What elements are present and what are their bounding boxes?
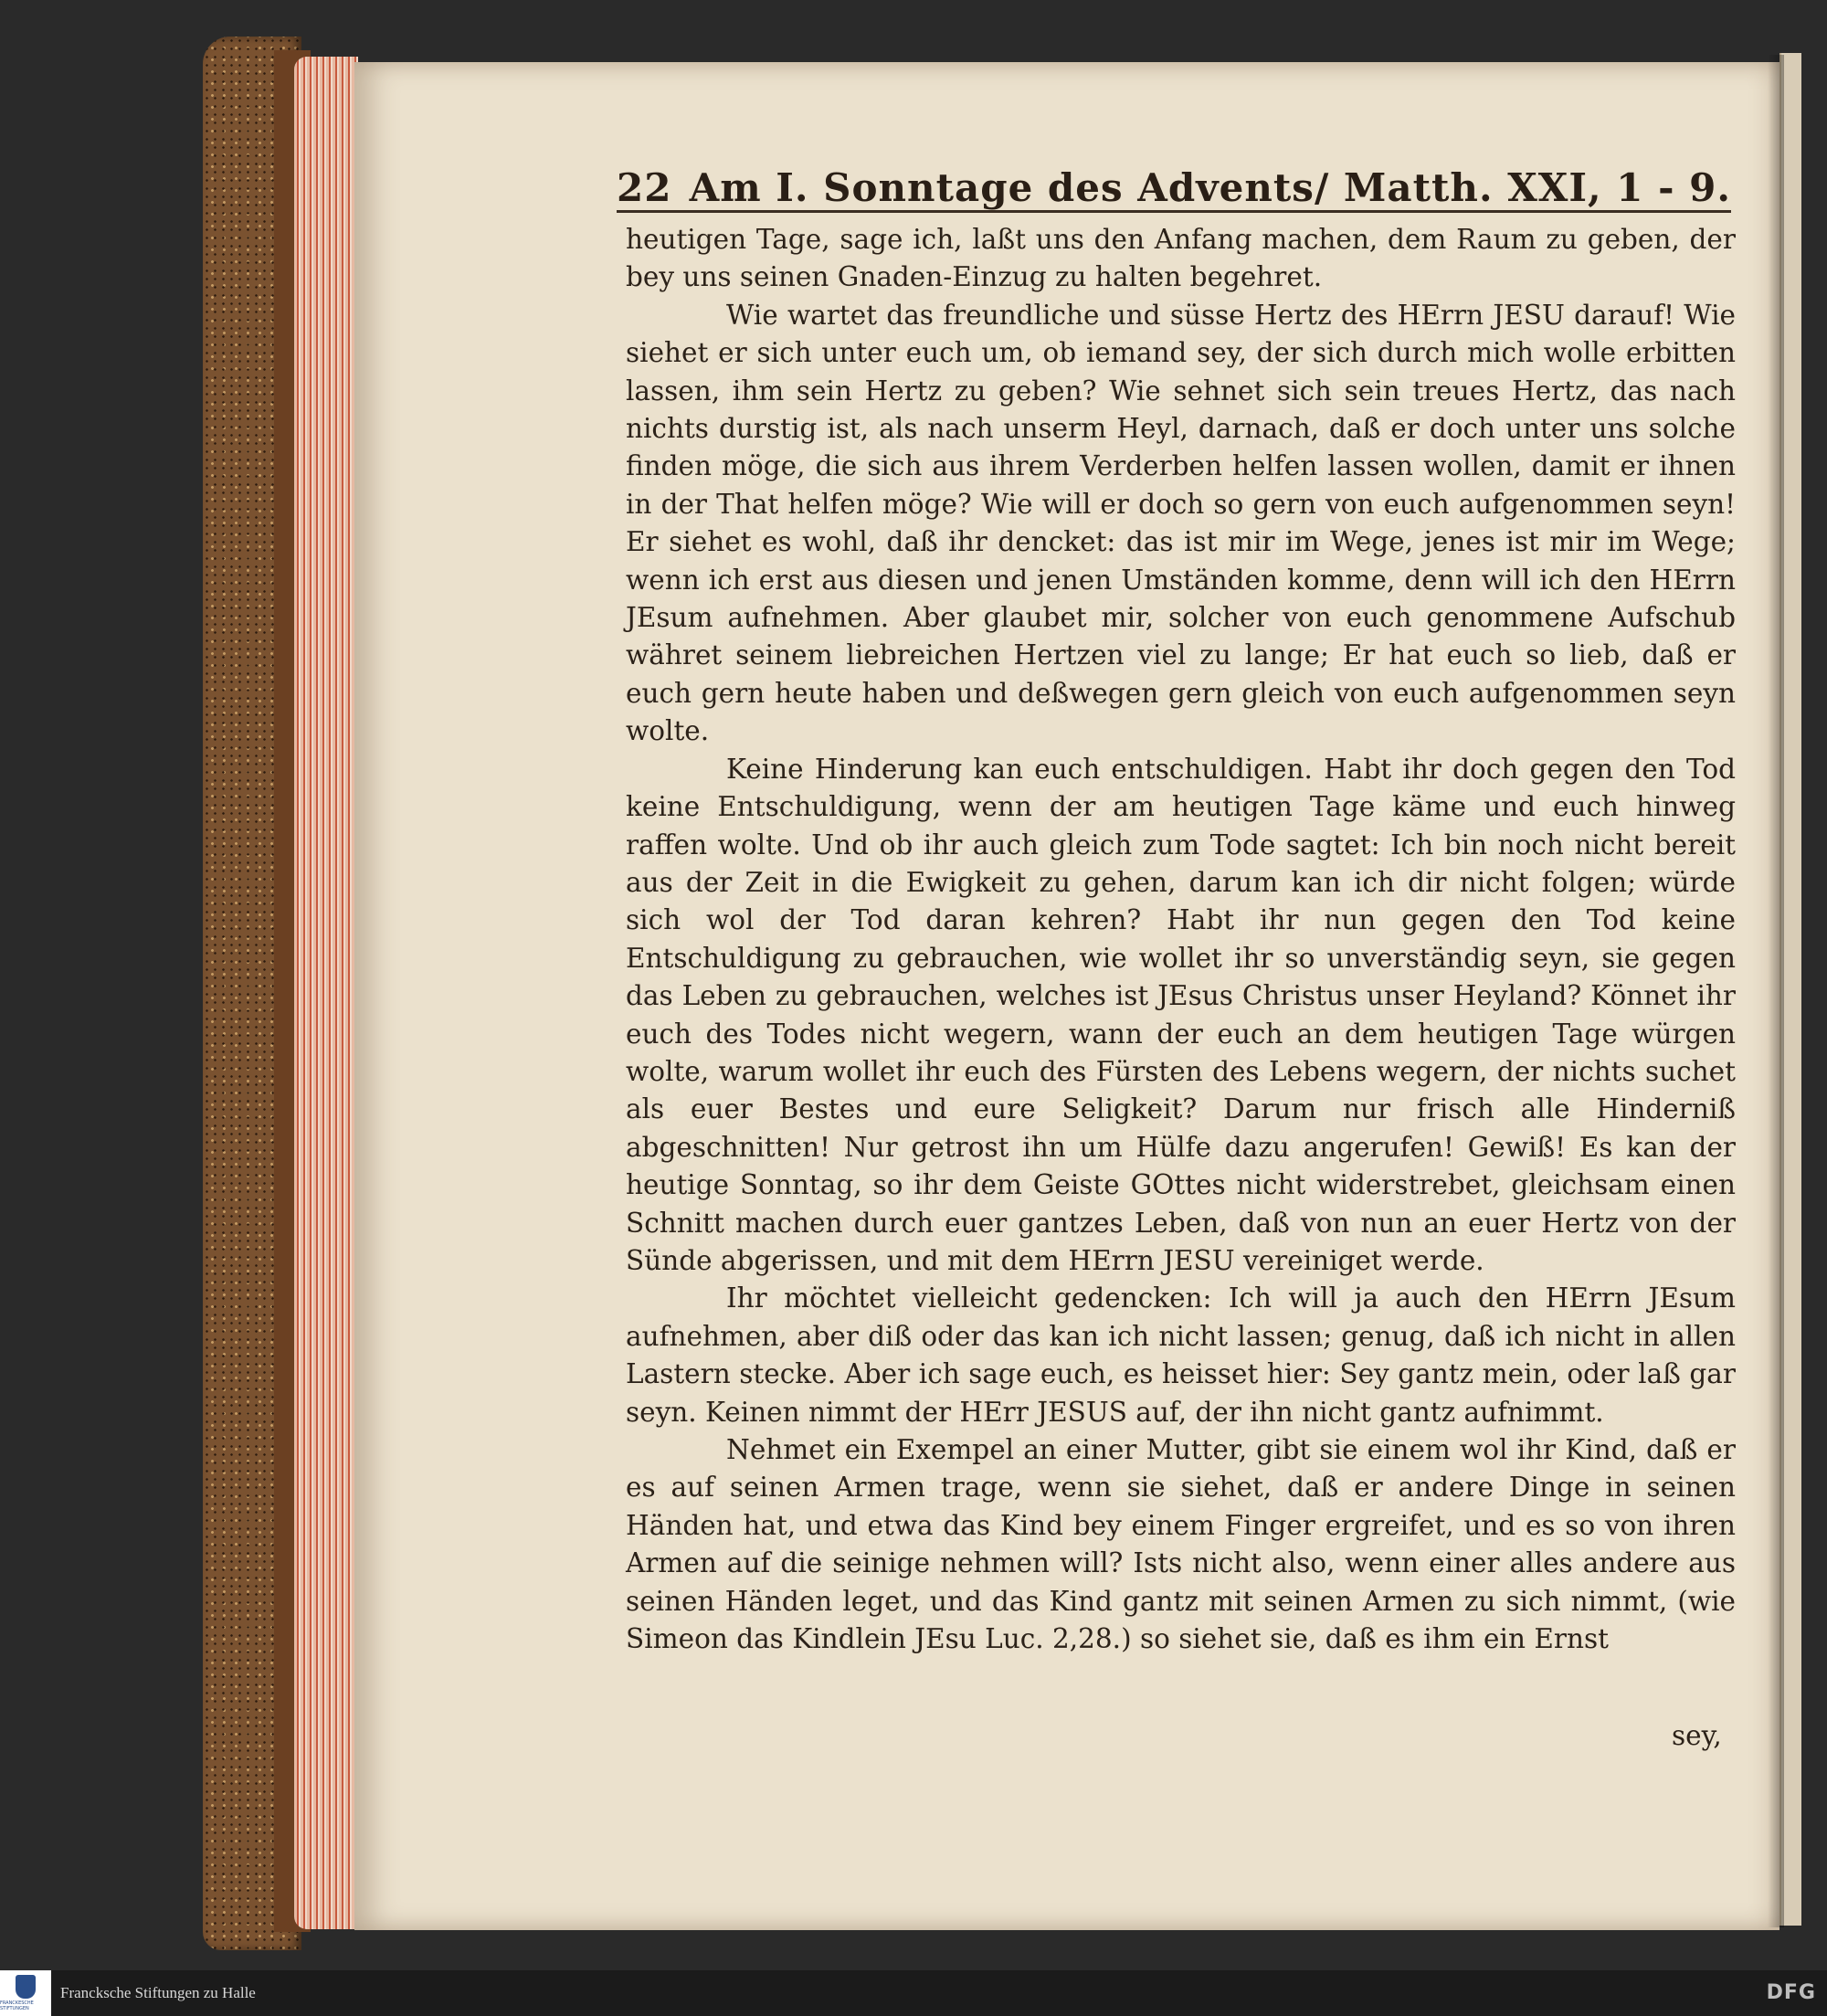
gutter-shadow — [1768, 55, 1784, 1927]
body-text — [626, 221, 1736, 1658]
institution-logo[interactable] — [0, 1970, 51, 2016]
paragraph-2: Wie wartet das freundliche und süsse Hertz des HErrn JESU darauf! Wie siehet er sich unter euch um, ob iemand sey, der sich durch mich wolle erbitten lassen, ihm sein Hertz zu geben? Wie sehnet sich sein treues Hertz, das nach nichts durstig ist, als nach unserm Heyl, darnach, daß er doch unter uns solche finden möge, die sich aus ihrem Verderben helfen lassen wollen, damit er ihnen in der That helfen möge? Wie will er doch so gern von euch aufgenommen seyn! Er siehet es wohl, daß ihr dencket: das ist mir im Wege, jenes ist mir im Wege; wenn ich erst aus diesen und jenen Umständen komme, denn will ich den HErrn JEsum aufnehmen. Aber glaubet mir, solcher von euch genommene Aufschub währet seinem liebreichen Hertzen viel zu lange; Er hat euch so lieb, daß er euch gern heute haben und deßwegen gern gleich von euch aufgenommen seyn wolte. — [626, 299, 1736, 747]
running-header — [617, 153, 1731, 213]
viewer-footer — [0, 1970, 1827, 2016]
paragraph-1: heutigen Tage, sage ich, laßt uns den Anfang machen, dem Raum zu geben, der bey uns seinen Gnaden-Einzug zu halten begehret. — [626, 224, 1736, 293]
catchword: sey, — [1672, 1720, 1722, 1751]
institution-name[interactable]: Francksche Stiftungen zu Halle — [60, 1984, 256, 2001]
logo-label: FRANCKESCHE STIFTUNGEN — [0, 2000, 34, 2011]
page-number: 22 — [617, 165, 672, 210]
dfg-logo[interactable]: DFG — [1766, 1981, 1816, 2004]
header-title: Am I. Sonntage des Advents/ Matth. XXI, 1 - 9. — [689, 165, 1731, 210]
paragraph-4: Ihr möchtet vielleicht gedencken: Ich will ja auch den HErrn JEsum aufnehmen, aber diß oder das kan ich nicht lassen; genug, daß ich nicht in allen Lastern stecke. Aber ich sage euch, es heisset hier: Sey gantz mein, oder laß gar seyn. Keinen nimmt der HErr JESUS auf, der ihn nicht gantz aufnimmt. — [626, 1282, 1736, 1428]
paragraph-5: Nehmet ein Exempel an einer Mutter, gibt sie einem wol ihr Kind, daß er es auf seinen Armen trage, wenn sie siehet, daß er andere Dinge in seinen Händen hat, und etwa das Kind bey einem Finger ergreifet, und es so von ihren Armen auf die seinige nehmen will? Ists nicht also, wenn einer alles andere aus seinen Händen leget, und das Kind gantz mit seinen Armen zu sich nimmt, (wie Simeon das Kindlein JEsu Luc. 2,28.) so siehet sie, daß es ihm ein Ernst — [626, 1434, 1736, 1655]
logo-emblem-icon — [16, 1975, 36, 1999]
paragraph-3: Keine Hinderung kan euch entschuldigen. Habt ihr doch gegen den Tod keine Entschuldigung, wenn der am heutigen Tage käme und euch hinweg raffen wolte. Und ob ihr auch gleich zum Tode sagtet: Ich bin noch nicht bereit aus der Zeit in die Ewigkeit zu gehen, darum kan ich dir nicht folgen; würde sich wol der Tod daran kehren? Habt ihr nun gegen den Tod keine Entschuldigung zu gebrauchen, wie wollet ihr so unverständig seyn, sie gegen das Leben zu gebrauchen, welches ist JEsus Christus unser Heyland? Könnet ihr euch des Todes nicht wegern, wann der euch an dem heutigen Tage würgen wolte, warum wollet ihr euch des Fürsten des Lebens wegern, der nichts suchet als euer Bestes und eure Seligkeit? Darum nur frisch alle Hinderniß abgeschnitten! Nur getrost ihn um Hülfe dazu angerufen! Gewiß! Es kan der heutige Sonntag, so ihr dem Geiste GOttes nicht widerstrebet, gleichsam einen Schnitt machen durch euer gantzes Leben, daß von nun an euer Hertz von der Sünde abgerissen, und mit dem HErrn JESU vereiniget werde. — [626, 753, 1736, 1276]
page-edges — [294, 57, 358, 1929]
